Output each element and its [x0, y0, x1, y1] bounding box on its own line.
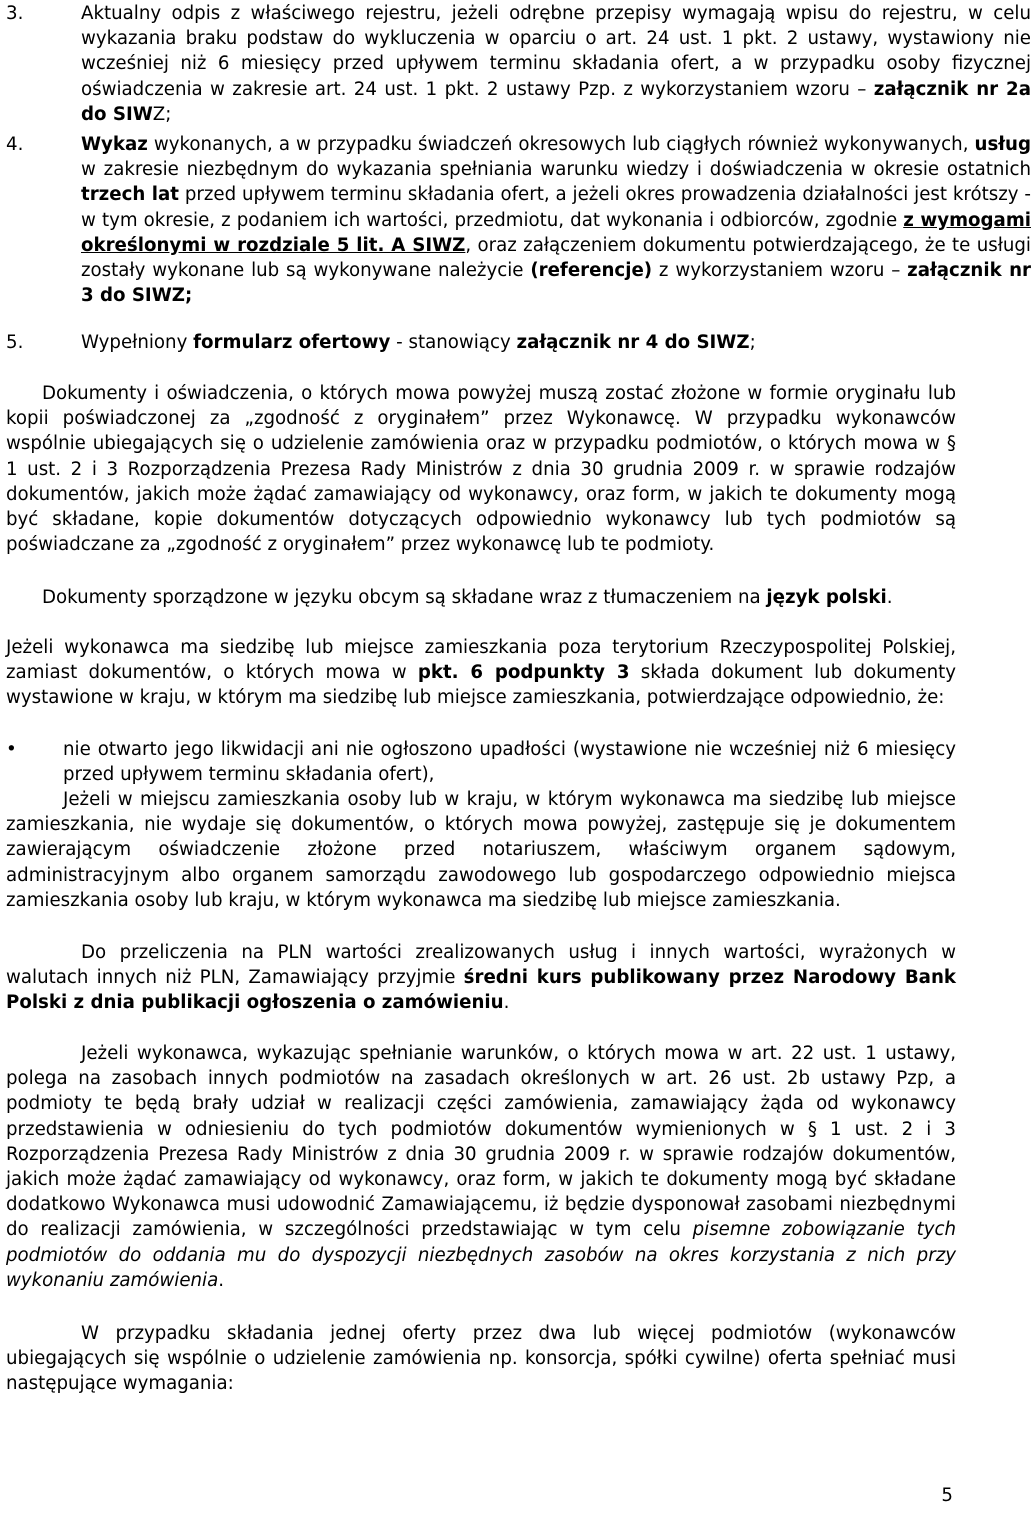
item-number: 3.: [6, 3, 24, 24]
item-bold: załącznik nr 4 do SIWZ: [516, 332, 750, 353]
item-text: ;: [749, 332, 756, 353]
item-text: Wypełniony: [81, 332, 194, 353]
paragraph-text: Jeżeli wykonawca, wykazując spełnianie warunków, o których mowa w art. 22 ust. 1 ustawy, polega na zasobach innych podmiotów na zasadach określonych w art. 26 ust. 2b ustawy Pzp, a podmioty te będą brały udział w realizacji części zamówienia, zamawiający żąda od wykonawcy przedstawienia w odniesieniu do tych podmiotów dokumentów wymienionych w § 1 ust. 2 i 3 Rozporządzenia Prezesa Rady Ministrów z dnia 30 grudnia 2009 r. w sprawie rodzajów dokumentów, jakich może żądać zamawiający od wykonawcy, oraz form, w jakich te dokumenty mogą być składane dodatkowo Wykonawca musi udowodnić Zamawiającemu, iż będzie dysponował zasobami niezbędnymi do realizacji zamówienia, w szczególności przedstawiając w tym celu: [6, 1043, 956, 1241]
paragraph-bold: pkt. 6 podpunkty 3: [417, 662, 630, 684]
item-bold: załącznik nr 3 do SIWZ;: [81, 260, 1031, 307]
item-number: 4.: [6, 134, 24, 155]
item-bold: załącznik nr 2a do SIW: [81, 78, 1031, 125]
paragraph-text: .: [218, 1269, 225, 1291]
paragraph-documents-form: Dokumenty i oświadczenia, o których mowa powyżej muszą zostać złożone w formie oryginału lub kopii poświadczonej za „zgodność z oryginałem” przez Wykonawcę. W przypadku wykonawców wspólnie ubiegających się o udzielenie zamówienia oraz w przypadku podmiotów, o których mowa w § 1 ust. 2 i 3 Rozporządzenia Prezesa Rady Ministrów z dnia 30 grudnia 2009 r. w sprawie rodzajów dokumentów, jakich może żądać zamawiający od wykonawcy, oraz form, w jakich te dokumenty mogą być składane, kopie dokumentów dotyczących odpowiednio wykonawcy lub tych podmiotów są poświadczane za „zgodność z oryginałem” przez wykonawcę lub te podmioty.: [6, 383, 956, 556]
paragraph-text: Do przeliczenia na PLN wartości zrealizowanych usług i innych wartości, wyrażonych w walutach innych niż PLN, Zamawiający przyjmie: [6, 942, 956, 989]
item-bold: usług: [974, 134, 1031, 155]
item-text: Aktualny odpis z właściwego rejestru, jeżeli odrębne przepisy wymagają wpisu do rejestru, w celu wykazania braku podstaw do wykluczenia w oparciu o art. 24 ust. 1 pkt. 2 ustawy, wystawiony nie wcześniej niż 6 miesięcy przed upływem terminu składania ofert, a w przypadku osoby fizycznej oświadczenia w zakresie art. 24 ust. 1 pkt. 2 ustawy Pzp. z wykorzystaniem wzoru –: [81, 3, 1031, 100]
item-text: , oraz załączeniem dokumentu potwierdzającego, że te usługi zostały wykonane lub są wykonywane należycie: [81, 234, 1031, 282]
paragraph-bold: język polski: [766, 587, 887, 608]
item-text: przed upływem terminu składania ofert, a jeżeli okres prowadzenia działalności jest krótszy - w tym okresie, z podaniem ich wartości, przedmiotu, dat wykonania i odbiorców, zgodnie: [81, 184, 1031, 231]
list-item-3: [6, 1, 1031, 127]
page-number: 5: [941, 1485, 953, 1506]
paragraph-bold: średni kurs publikowany przez Narodowy Bank Polski z dnia publikacji ogłoszenia o zamówieniu: [6, 967, 956, 1014]
paragraph-italic: pisemne zobowiązanie tych podmiotów do oddania mu do dyspozycji niezbędnych zasobów na okres korzystania z nich przy wykonaniu zamówienia: [6, 1219, 956, 1291]
list-item-4: [6, 132, 1031, 308]
item-text: - stanowiący: [390, 332, 517, 353]
list-item-5: [6, 330, 1031, 355]
bullet-text: nie otwarto jego likwidacji ani nie ogłoszono upadłości (wystawione nie wcześniej niż 6 miesięcy przed upływem terminu składania ofert),: [63, 739, 956, 786]
item-text: z wykorzystaniem wzoru –: [652, 260, 908, 282]
item-bold: (referencje): [530, 260, 653, 282]
item-bold: formularz ofertowy: [193, 332, 391, 353]
item-tail: Z;: [152, 103, 172, 125]
item-bold: trzech lat: [81, 184, 179, 206]
item-bold: Wykaz: [81, 134, 148, 155]
item-bold-underline: z wymogami określonymi w rozdziale 5 lit. A SIWZ: [81, 209, 1031, 256]
paragraph-text: Jeżeli wykonawca ma siedzibę lub miejsce zamieszkania poza terytorium Rzeczypospolitej Polskiej, zamiast dokumentów, o których mowa w: [6, 637, 956, 684]
paragraph-translation: [6, 585, 956, 610]
paragraph-text: składa dokument lub dokumenty wystawione w kraju, w którym ma siedzibę lub miejsce zamieszkania, potwierdzające odpowiednio, że:: [6, 662, 956, 709]
paragraph-currency: [6, 940, 956, 1016]
paragraph-foreign-contractor: [6, 635, 956, 711]
item-text: w zakresie niezbędnym do wykazania spełniania warunku wiedzy i doświadczenia w okresie ostatnich: [81, 159, 1031, 181]
paragraph-text: .: [886, 587, 893, 608]
paragraph-other-entities: [6, 1041, 956, 1293]
bullet-icon: •: [6, 739, 17, 760]
paragraph-text: Dokumenty sporządzone w języku obcym są składane wraz z tłumaczeniem na: [42, 587, 767, 608]
item-text: wykonanych, a w przypadku świadczeń okresowych lub ciągłych również wykonywanych,: [147, 134, 975, 155]
paragraph-notary: Jeżeli w miejscu zamieszkania osoby lub w kraju, w którym wykonawca ma siedzibę lub miejsce zamieszkania, nie wydaje się dokumentów, o których mowa powyżej, zastępuje się je dokumentem zawierającym oświadczenie złożone przed notariuszem, właściwym organem sądowym, administracyjnym albo organem samorządu zawodowego lub gospodarczego odpowiednio miejsca zamieszkania osoby lub kraju, w którym wykonawca ma siedzibę lub miejsce zamieszkania.: [6, 789, 956, 911]
paragraph-text: .: [503, 992, 510, 1014]
paragraph-joint-offer: W przypadku składania jednej oferty przez dwa lub więcej podmiotów (wykonawców ubiegających się wspólnie o udzielenie zamówienia np. konsorcja, spółki cywilne) oferta spełniać musi następujące wymagania:: [6, 1323, 956, 1395]
bullet-item: [6, 737, 956, 787]
item-number: 5.: [6, 332, 24, 353]
